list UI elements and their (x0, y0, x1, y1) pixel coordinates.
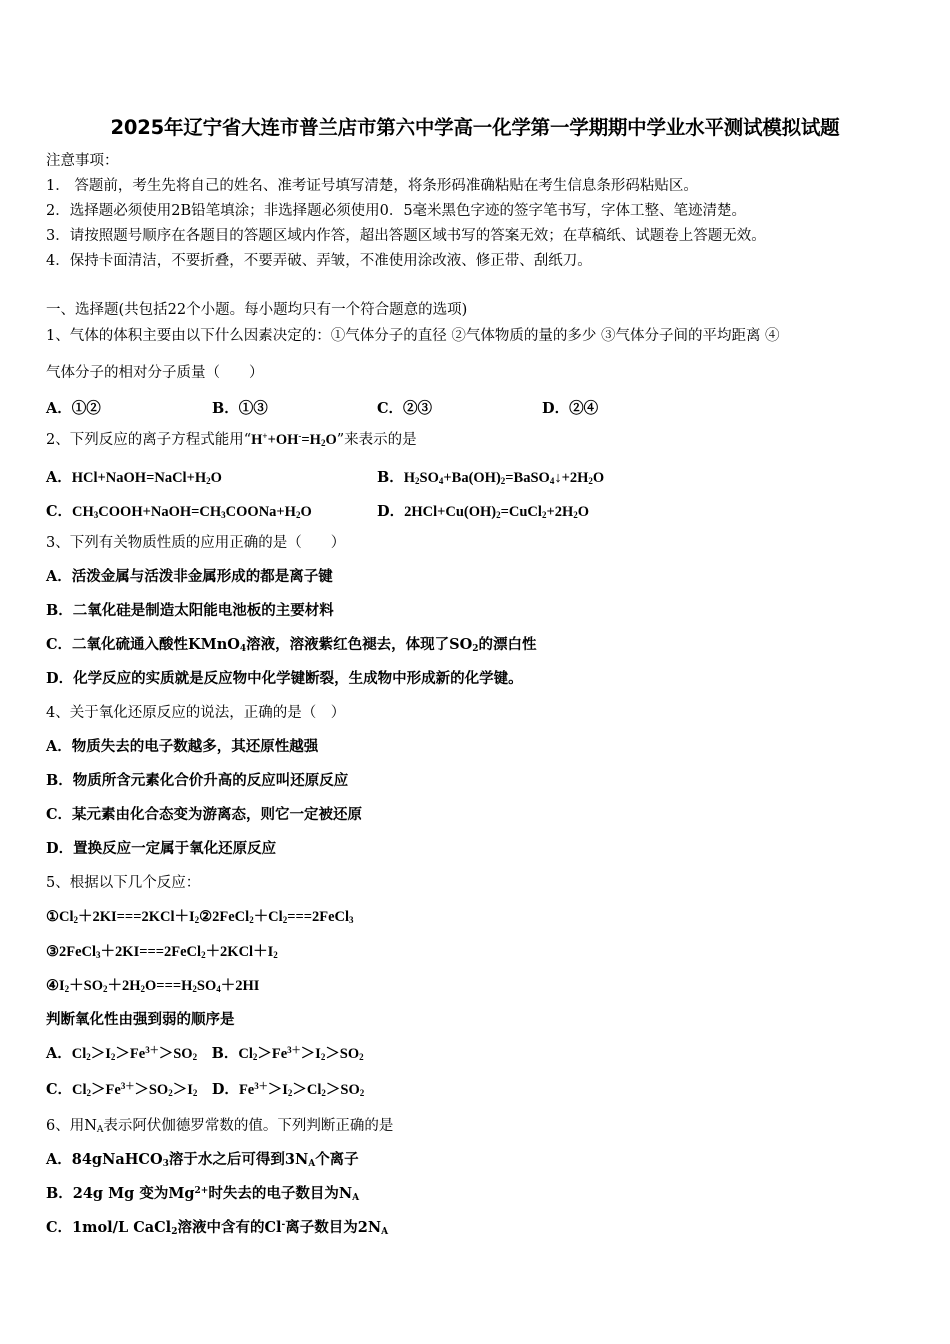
q6-option-a: A．84gNaHCO$_3$溶于水之后可得到$3N_A$个离子 (46, 1151, 359, 1169)
q2-option-d: D．$2HCl+Cu(OH)_2=CuCl_2+2H_2O$ (377, 503, 590, 520)
q4-option-b: B．物质所含元素化合价升高的反应叫还原反应 (46, 772, 349, 789)
notice-item-1: 1． 答题前，考生先将自己的姓名、准考证号填写清楚，将条形码准确粘贴在考生信息条形码粘贴区。 (46, 178, 698, 194)
q3-stem: 3、下列有关物质性质的应用正确的是（ ） (46, 535, 346, 551)
q2-stem: 2、下列反应的离子方程式能用“$H^++OH^-=H_2O$”来表示的是 (46, 431, 417, 448)
q3-option-d: D．化学反应的实质就是反应物中化学键断裂，生成物中形成新的化学键。 (46, 670, 523, 687)
q5-options-ab: A．$Cl_2>I_2>Fe^{3+}>SO_2$ B．$Cl_2>Fe^{3+}>I_2>SO_2$ (46, 1045, 364, 1062)
q5-reaction-1-2: $①Cl_2+2KI===2KCl+I_2②2FeCl_2+Cl_2===2FeCl_3$ (46, 909, 354, 925)
q1-option-b: B．①③ (212, 400, 268, 417)
q6-stem: 6、用$N_A$表示阿伏伽德罗常数的值。下列判断正确的是 (46, 1118, 394, 1135)
q5-reaction-4: $④I_2+SO_2+2H_2O===H_2SO_4+2HI$ (46, 978, 260, 994)
notice-item-2: 2．选择题必须使用2B铅笔填涂；非选择题必须使用0．5毫米黑色字迹的签字笔书写，字体工整、笔迹清楚。 (46, 203, 747, 219)
q1-stem-line1: 1、气体的体积主要由以下什么因素决定的：①气体分子的直径 ②气体物质的量的多少 ③气体分子间的平均距离 ④ (46, 328, 780, 344)
q2-option-c: C．$CH_3COOH+NaOH=CH_3COONa+H_2O$ (46, 503, 312, 520)
q5-stem: 5、根据以下几个反应： (46, 875, 201, 891)
q4-stem: 4、关于氧化还原反应的说法，正确的是（ ） (46, 705, 346, 721)
q5-judge: 判断氧化性由强到弱的顺序是 (46, 1011, 235, 1028)
q1-option-c: C．②③ (377, 400, 433, 417)
section-heading: 一、选择题(共包括22个小题。每小题均只有一个符合题意的选项) (46, 302, 468, 318)
exam-title: 2025年辽宁省大连市普兰店市第六中学高一化学第一学期期中学业水平测试模拟试题 (110, 116, 840, 139)
q3-option-c: C．二氧化硫通入酸性KMnO$_4$溶液，溶液紫红色褪去，体现了$SO_2$的漂白性 (46, 636, 537, 654)
q4-option-d: D．置换反应一定属于氧化还原反应 (46, 840, 277, 857)
q1-option-d: D．②④ (542, 400, 599, 417)
q5-options-cd: C．$Cl_2>Fe^{3+}>SO_2>I_2$ D．$Fe^{3+}>I_2>Cl_2>SO_2$ (46, 1081, 365, 1098)
q2-option-b: B．$H_2SO_4+Ba(OH)_2=BaSO_4↓+2H_2O$ (377, 469, 605, 486)
q1-stem-line2: 气体分子的相对分子质量（ ） (46, 365, 264, 381)
q2-option-a: A．$HCl+NaOH=NaCl+H_2O$ (46, 469, 222, 486)
q6-option-b: B．24g Mg 变为$Mg^{2+}$时失去的电子数目为$N_A$ (46, 1185, 360, 1203)
q1-option-a: A．①② (46, 400, 101, 417)
q3-option-b: B．二氧化硅是制造太阳能电池板的主要材料 (46, 602, 334, 619)
notice-heading: 注意事项： (46, 153, 119, 169)
notice-item-4: 4．保持卡面清洁，不要折叠，不要弄破、弄皱，不准使用涂改液、修正带、刮纸刀。 (46, 253, 592, 269)
q4-option-c: C．某元素由化合态变为游离态，则它一定被还原 (46, 806, 363, 823)
notice-item-3: 3．请按照题号顺序在各题目的答题区域内作答，超出答题区域书写的答案无效；在草稿纸、试题卷上答题无效。 (46, 228, 766, 244)
q6-option-c: C．1mol/L CaCl$_2$溶液中含有的Cl-离子数目为$2N_A$ (46, 1219, 389, 1237)
q4-option-a: A．物质失去的电子数越多，其还原性越强 (46, 738, 319, 755)
q3-option-a: A．活泼金属与活泼非金属形成的都是离子键 (46, 568, 333, 585)
q5-reaction-3: $③2FeCl_3+2KI===2FeCl_2+2KCl+I_2$ (46, 944, 278, 960)
